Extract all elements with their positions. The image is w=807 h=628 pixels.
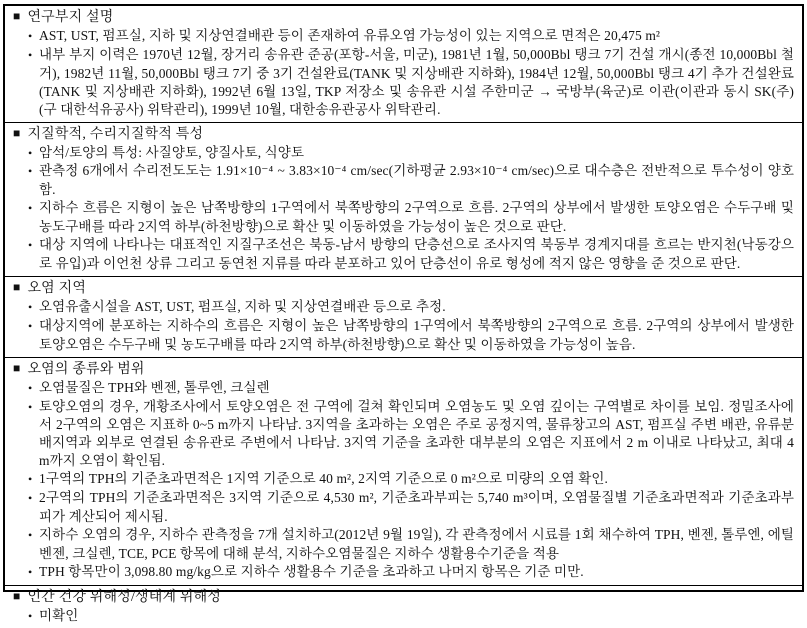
square-marker-icon: ■ bbox=[13, 588, 21, 603]
section-title: 오염 지역 bbox=[27, 280, 87, 296]
bullet-item bbox=[28, 470, 794, 489]
square-marker-icon: ■ bbox=[13, 279, 21, 294]
bullet-item bbox=[28, 526, 794, 563]
bullet-item bbox=[28, 27, 794, 46]
section-geological-hydrogeological-characteristics bbox=[5, 123, 802, 277]
bullet-icon: • bbox=[28, 318, 33, 333]
bullet-icon: • bbox=[28, 491, 33, 506]
bullet-item bbox=[28, 379, 794, 398]
bullet-text: 오염유출시설을 AST, UST, 펌프실, 지하 및 지상연결배관 등으로 추정. bbox=[39, 298, 446, 314]
bullet-text: 1구역의 TPH의 기준초과면적은 1지역 기준으로 40 m², 2지역 기준으로 0 m²으로 미량의 오염 확인. bbox=[39, 471, 609, 487]
bullet-item bbox=[28, 144, 794, 163]
bullet-text: 지하수 흐름은 지형이 높은 남쪽방향의 1구역에서 북쪽방향의 2구역으로 흐름. 2구역의 상부에서 발생한 토양오염은 수두구배 및 농도구배를 따라 2지역 하부(하천방향)으로 확산 및 이동하였을 가능성이 높은 것으로 판단. bbox=[39, 200, 794, 235]
report-document-table bbox=[3, 4, 804, 623]
bullet-text: 관측정 6개에서 수리전도도는 1.91×10⁻⁴ ~ 3.83×10⁻⁴ cm/sec(기하평균 2.93×10⁻⁴ cm/sec)으로 대수층은 전반적으로 투수성이 양호함. bbox=[39, 163, 794, 198]
section-heading bbox=[13, 125, 794, 144]
section-contaminated-area bbox=[5, 277, 802, 358]
bullet-item bbox=[28, 162, 794, 199]
bullet-icon: • bbox=[28, 47, 33, 62]
section-heading bbox=[13, 360, 794, 379]
bullet-text: 내부 부지 이력은 1970년 12월, 장거리 송유관 준공(포항-서울, 미군), 1981년 1월, 50,000Bbl 탱크 7기 건설 개시(종전 10,000Bbl 철거), 1982년 11월, 50,000Bbl 탱크 7기 중 3기 건설완료(TANK 및 지상배관 지하화), 1984년 12월, 50,000Bbl 탱크 4기 추가 건설완료(TANK 및 지상배관 지하화), 1992년 6월 13일, TKP 저장소 및 송유관 시설 주한미군 → 국방부(육군)로 이관(이관과 동시 SK(주)(구 대한석유공사) 위탁관리), 1999년 10월, 대한송유관공사 위탁관리. bbox=[39, 46, 794, 117]
bullet-icon: • bbox=[28, 238, 33, 253]
bullet-item bbox=[28, 563, 794, 582]
bullet-item bbox=[28, 607, 794, 626]
bullet-icon: • bbox=[28, 201, 33, 216]
bullet-item bbox=[28, 298, 794, 317]
bullet-icon: • bbox=[28, 299, 33, 314]
bullet-text: 토양오염의 경우, 개황조사에서 토양오염은 전 구역에 걸쳐 확인되며 오염농도 및 오염 깊이는 구역별로 차이를 보임. 정밀조사에서 2구역의 오염은 지표하 0~5 m까지 나타남. 3지역을 초과하는 오염은 주로 공정지역, 물류창고의 AST, 펌프실 주변 배관, 유류분배지역과 외부로 연결된 송유관로 주변에서 나타남. 3지역 기준을 초과한 대부분의 오염은 지표에서 2 m 이내로 나타났고, 최대 4 m까지 오염이 확인됨. bbox=[39, 398, 794, 469]
bullet-icon: • bbox=[28, 527, 33, 542]
bullet-text: 미확인 bbox=[39, 607, 79, 623]
bullet-text: 암석/토양의 특성: 사질양토, 양질사토, 식양토 bbox=[39, 144, 305, 160]
bullet-text: TPH 항목만이 3,098.80 mg/kg으로 지하수 생활용수 기준을 초과하고 나머지 항목은 기준 미만. bbox=[39, 563, 584, 579]
bullet-item bbox=[28, 398, 794, 471]
section-title: 인간 건강 위해성/생태계 위해성 bbox=[27, 589, 222, 605]
bullet-icon: • bbox=[28, 145, 33, 160]
bullet-item bbox=[28, 199, 794, 236]
bullet-item bbox=[28, 46, 794, 119]
bullet-icon: • bbox=[28, 29, 33, 43]
section-heading bbox=[13, 588, 794, 607]
bullet-text: 대상 지역에 나타나는 대표적인 지질구조선은 북동-남서 방향의 단층선으로 조사지역 북동부 경계지대를 흐르는 반지천(낙동강으로 유입)과 이언천 상류 그리고 동연천 지류를 따라 분포하고 있어 단층선이 유로 형성에 적지 않은 영향을 준 것으로 판단. bbox=[39, 237, 794, 271]
section-title: 연구부지 설명 bbox=[27, 10, 114, 25]
section-heading bbox=[13, 8, 794, 27]
bullet-list bbox=[13, 379, 794, 582]
square-marker-icon: ■ bbox=[13, 9, 21, 23]
section-title: 지질학적, 수리지질학적 특성 bbox=[27, 126, 204, 142]
bullet-text: 대상지역에 분포하는 지하수의 흐름은 지형이 높은 남쪽방향의 1구역에서 북쪽방향의 2구역으로 흐름. 2구역의 상부에서 발생한 토양오염은 수두구배 및 농도구배를 따라 2지역 하부(하천방향)으로 확산 및 이동하였을 가능성이 높음. bbox=[39, 317, 794, 352]
section-contamination-type-and-extent bbox=[5, 358, 802, 586]
bullet-icon: • bbox=[28, 380, 33, 395]
bullet-icon: • bbox=[28, 564, 33, 579]
section-research-site-description bbox=[5, 6, 802, 123]
square-marker-icon: ■ bbox=[13, 125, 21, 140]
square-marker-icon: ■ bbox=[13, 360, 21, 375]
bullet-list bbox=[13, 27, 794, 119]
bullet-text: 지하수 오염의 경우, 지하수 관측정을 7개 설치하고(2012년 9월 19일), 각 관측정에서 시료를 1회 채수하여 TPH, 벤젠, 톨루엔, 에틸벤젠, 크실렌, TCE, PCE 항목에 대해 분석, 지하수오염물질은 지하수 생활용수기준을 적용 bbox=[39, 526, 794, 561]
bullet-icon: • bbox=[28, 399, 33, 414]
bullet-text: 2구역의 TPH의 기준초과면적은 3지역 기준으로 4,530 m², 기준초과부피는 5,740 m³이며, 오염물질별 기준초과면적과 기준초과부피가 계산되어 제시됨. bbox=[39, 490, 794, 524]
bullet-icon: • bbox=[28, 608, 33, 623]
bullet-item bbox=[28, 489, 794, 526]
bullet-list bbox=[13, 607, 794, 626]
bullet-text: 오염물질은 TPH와 벤젠, 톨루엔, 크실렌 bbox=[39, 379, 270, 395]
section-heading bbox=[13, 279, 794, 298]
bullet-text: AST, UST, 펌프실, 지하 및 지상연결배관 등이 존재하여 유류오염 가능성이 있는 지역으로 면적은 20,475 m² bbox=[39, 28, 661, 43]
bullet-item bbox=[28, 236, 794, 273]
section-human-health-ecosystem-risk bbox=[5, 586, 802, 628]
bullet-item bbox=[28, 317, 794, 354]
bullet-list bbox=[13, 298, 794, 354]
section-title: 오염의 종류와 범위 bbox=[27, 361, 145, 377]
bullet-icon: • bbox=[28, 164, 33, 179]
bullet-icon: • bbox=[28, 472, 33, 487]
bullet-list bbox=[13, 144, 794, 273]
